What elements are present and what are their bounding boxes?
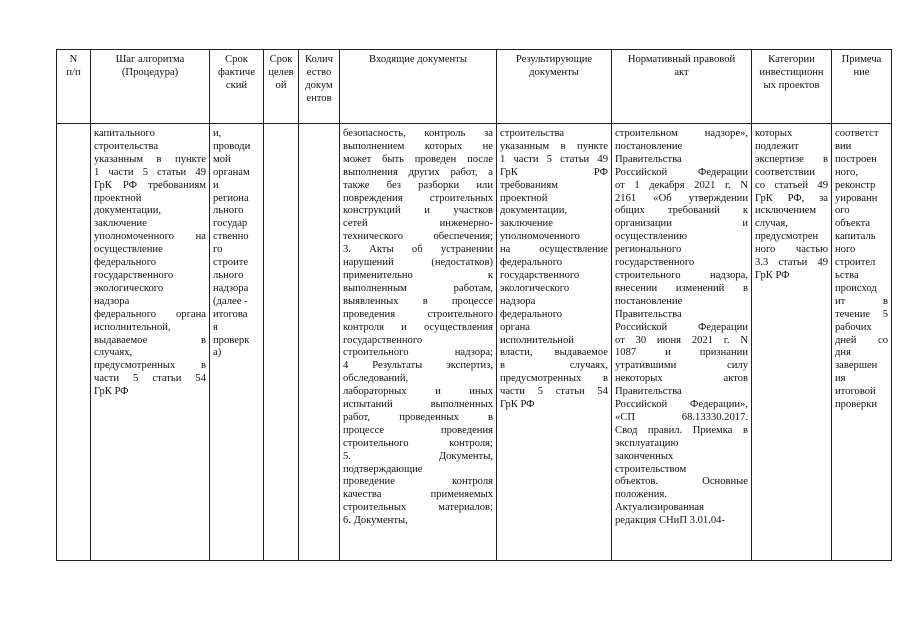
text-line: части 5 статьи 54 (94, 373, 206, 385)
text-line: органам (213, 166, 250, 178)
text-line: постановление (615, 140, 683, 152)
text-line: сетей инженерно- (343, 218, 493, 230)
text-line: Российской Федерации (615, 166, 748, 178)
text-line: которых (755, 128, 793, 139)
text-line: го (213, 244, 223, 256)
text-line: положения. (615, 489, 667, 501)
text-line: Правительства (615, 153, 682, 165)
text-line: процессе проведения (343, 424, 493, 436)
text-line: льного (213, 269, 244, 281)
text-line: экологического (500, 282, 570, 294)
text-line: капиталь (835, 231, 876, 243)
text-line: (далее - (213, 295, 248, 307)
cell-step (91, 128, 209, 399)
text-line: законченных (615, 450, 674, 462)
table-row (57, 124, 892, 561)
text-line: итогова (213, 308, 248, 320)
text-line: 1087 и признании (615, 347, 748, 359)
text-line: льного (213, 205, 244, 217)
text-line: соответст (835, 128, 879, 139)
text-line: технического обеспечения; (343, 231, 493, 243)
header-project-categories: Категории инвестиционн ых проектов (759, 54, 824, 91)
text-line: в случаях, (500, 360, 608, 372)
text-line: подлежит (755, 140, 799, 152)
text-line: ного частью (755, 244, 828, 256)
procedure-table (56, 49, 892, 561)
header-legal-act: Нормативный правовой акт (627, 54, 736, 78)
text-line: строительства (500, 128, 565, 139)
text-line: 5. Документы, (343, 450, 493, 462)
text-line: уполномоченного (500, 231, 580, 243)
text-line: уполномоченного на (94, 231, 206, 243)
cell-result-docs (497, 128, 611, 412)
text-line: на осуществление (500, 244, 608, 256)
text-line: осуществление (94, 244, 163, 256)
text-line: выявленных в процессе (343, 295, 493, 307)
text-line: ит в (835, 295, 888, 307)
text-line: исполнительной (500, 334, 574, 346)
text-line: строител (835, 257, 876, 269)
text-line: строительством (615, 463, 687, 475)
text-line: реконстр (835, 179, 876, 191)
text-line: работ, проведенных в (343, 411, 493, 423)
text-line: выполнением которых не (343, 140, 493, 152)
text-line: надзора (94, 295, 130, 307)
cell-note (832, 128, 891, 412)
text-line: ного (835, 244, 856, 256)
text-line: и, (213, 128, 222, 139)
text-line: конструкций и участков (343, 205, 493, 217)
text-line: Правительства (615, 308, 682, 320)
text-line: случаях, (94, 347, 133, 359)
text-line: заключение (94, 218, 147, 230)
text-line: ГрК РФ (94, 386, 129, 398)
text-line: мой (213, 153, 231, 165)
text-line: государ (213, 218, 248, 230)
text-line: безопасность, контроль за (343, 128, 493, 139)
text-line: контроля и осуществления (343, 321, 493, 333)
text-line: ГрК РФ (500, 166, 608, 178)
text-line: соответствии (755, 166, 815, 178)
text-line: осуществлению (615, 231, 687, 243)
text-line: и (213, 179, 219, 191)
header-actual-term: Срок фактиче ский (218, 54, 255, 91)
text-line: федерального органа (94, 308, 206, 320)
cell-incoming-docs (340, 128, 496, 528)
text-line: экологического (94, 282, 164, 294)
text-line: выдаваемое в (94, 334, 206, 346)
text-line: подтверждающие (343, 463, 423, 475)
text-line: предусмотрен (755, 231, 819, 243)
text-line: федерального (94, 257, 157, 269)
text-line: уированн (835, 192, 878, 204)
text-line: указанным в пункте (500, 140, 608, 152)
text-line: 3.3 статьи 49 (755, 257, 828, 269)
text-line: государственного (615, 257, 695, 269)
text-line: ия (835, 373, 846, 385)
text-line: построен (835, 153, 877, 165)
text-line: исключением (755, 205, 817, 217)
text-line: регионального (615, 244, 682, 256)
text-line: проектной (500, 192, 548, 204)
text-line: Актуализированная (615, 502, 704, 514)
text-line: от 30 июня 2021 г. N (615, 334, 748, 346)
text-line: ьства (835, 269, 859, 281)
cell-legal-act (612, 128, 751, 528)
text-line: ного, (835, 166, 858, 178)
text-line: дня (835, 347, 851, 359)
text-line: эксплуатацию (615, 437, 679, 449)
text-line: надзора (500, 295, 536, 307)
header-result-docs: Результирующие документы (515, 54, 593, 78)
text-line: постановление (615, 295, 683, 307)
text-line: Свод правил. Приемка в (615, 424, 748, 436)
text-line: внесении изменений в (615, 282, 748, 294)
text-line: органа (500, 321, 531, 333)
text-line: может быть проведен после (343, 153, 493, 165)
text-line: также без разборки или (343, 179, 493, 191)
header-step: Шаг алгоритма (Процедура) (115, 54, 185, 78)
text-line: предусмотренных в (500, 373, 608, 385)
header-num: N п/п (66, 54, 81, 78)
text-line: власти, выдаваемое (500, 347, 608, 359)
header-doc-count: Колич ество докум ентов (305, 54, 333, 104)
text-line: ГрК РФ (500, 399, 535, 411)
text-line: применительно к (343, 269, 493, 281)
text-line: 3. Акты об устранении (343, 244, 493, 256)
text-line: Российской Федерации (615, 321, 748, 333)
text-line: экспертизе в (755, 153, 828, 165)
text-line: вии (835, 140, 852, 152)
text-line: проведения строительного (343, 308, 493, 320)
text-line: 1 части 5 статьи 49 (94, 166, 206, 178)
text-line: строительных материалов; (343, 502, 493, 514)
text-line: от 1 декабря 2021 г. N (615, 179, 748, 191)
header-incoming-docs: Входящие документы (369, 54, 467, 65)
text-line: выполненным работам, (343, 282, 493, 294)
text-line: я (213, 321, 218, 333)
text-line: ГрК РФ требованиям (94, 179, 206, 191)
text-line: Правительства (615, 386, 682, 398)
text-line: требованиям (500, 179, 558, 191)
text-line: утратившими силу (615, 360, 748, 372)
text-line: государственного (94, 269, 174, 281)
text-line: надзора (213, 282, 249, 294)
text-line: федерального (500, 257, 563, 269)
text-line: выполнения других работ, а (343, 166, 493, 178)
text-line: лабораторных и иных (343, 386, 493, 398)
text-line: некоторых актов (615, 373, 748, 385)
text-line: федерального (500, 308, 563, 320)
text-line: документации, (500, 205, 568, 217)
text-line: строите (213, 257, 249, 269)
header-target-term: Срок целев ой (268, 54, 294, 91)
text-line: нарушений (недостатков) (343, 257, 493, 269)
text-line: капитального (94, 128, 155, 139)
text-line: ственно (213, 231, 249, 243)
text-line: ГрК РФ (755, 269, 790, 281)
text-line: 6. Документы, (343, 515, 408, 527)
text-line: итоговой (835, 386, 876, 398)
header-note: Примеча ние (841, 54, 882, 78)
text-line: строительном надзоре», (615, 128, 748, 139)
text-line: проектной (94, 192, 142, 204)
text-line: проверки (835, 399, 878, 411)
text-line: завершен (835, 360, 878, 372)
text-line: ого (835, 205, 850, 217)
text-line: объектов. Основные (615, 476, 748, 488)
text-line: части 5 статьи 54 (500, 386, 608, 398)
text-line: редакция СНиП 3.01.04- (615, 515, 725, 527)
text-line: 2161 «Об утверждении (615, 192, 748, 204)
text-line: документации, (94, 205, 162, 217)
text-line: проведение контроля (343, 476, 493, 488)
text-line: регионa (213, 192, 249, 204)
text-line: предусмотренных в (94, 360, 206, 372)
text-line: строительного надзора, (615, 269, 748, 281)
text-line: со статьей 49 (755, 179, 828, 191)
text-line: повреждения строительных (343, 192, 493, 204)
text-line: проверк (213, 334, 250, 346)
text-line: строительного надзора; (343, 347, 493, 359)
cell-actual-term (210, 128, 263, 360)
text-line: «СП 68.13330.2017. (615, 411, 748, 423)
text-line: государственного (343, 334, 423, 346)
text-line: 1 части 5 статьи 49 (500, 153, 608, 165)
text-line: заключение (500, 218, 553, 230)
text-line: организации и (615, 218, 748, 230)
text-line: качества применяемых (343, 489, 493, 501)
text-line: ГрК РФ, за (755, 192, 828, 204)
text-line: происход (835, 282, 877, 294)
text-line: обследований, (343, 373, 409, 385)
text-line: рабочих (835, 321, 872, 333)
text-line: 4 Результаты экспертиз, (343, 360, 493, 372)
text-line: проводи (213, 140, 251, 152)
text-line: строительного контроля; (343, 437, 493, 449)
text-line: дней со (835, 334, 888, 346)
text-line: а) (213, 347, 222, 359)
text-line: государственного (500, 269, 580, 281)
text-line: Российской Федерации», (615, 399, 748, 411)
text-line: испытаний выполненных (343, 399, 493, 411)
text-line: течение 5 (835, 308, 888, 320)
cell-project-categories (752, 128, 831, 283)
text-line: строительства (94, 140, 159, 152)
text-line: объекта (835, 218, 871, 230)
text-line: указанным в пункте (94, 153, 206, 165)
table-header-row (57, 50, 892, 124)
text-line: исполнительной, (94, 321, 171, 333)
text-line: случая, (755, 218, 788, 230)
text-line: общих требований к (615, 205, 748, 217)
